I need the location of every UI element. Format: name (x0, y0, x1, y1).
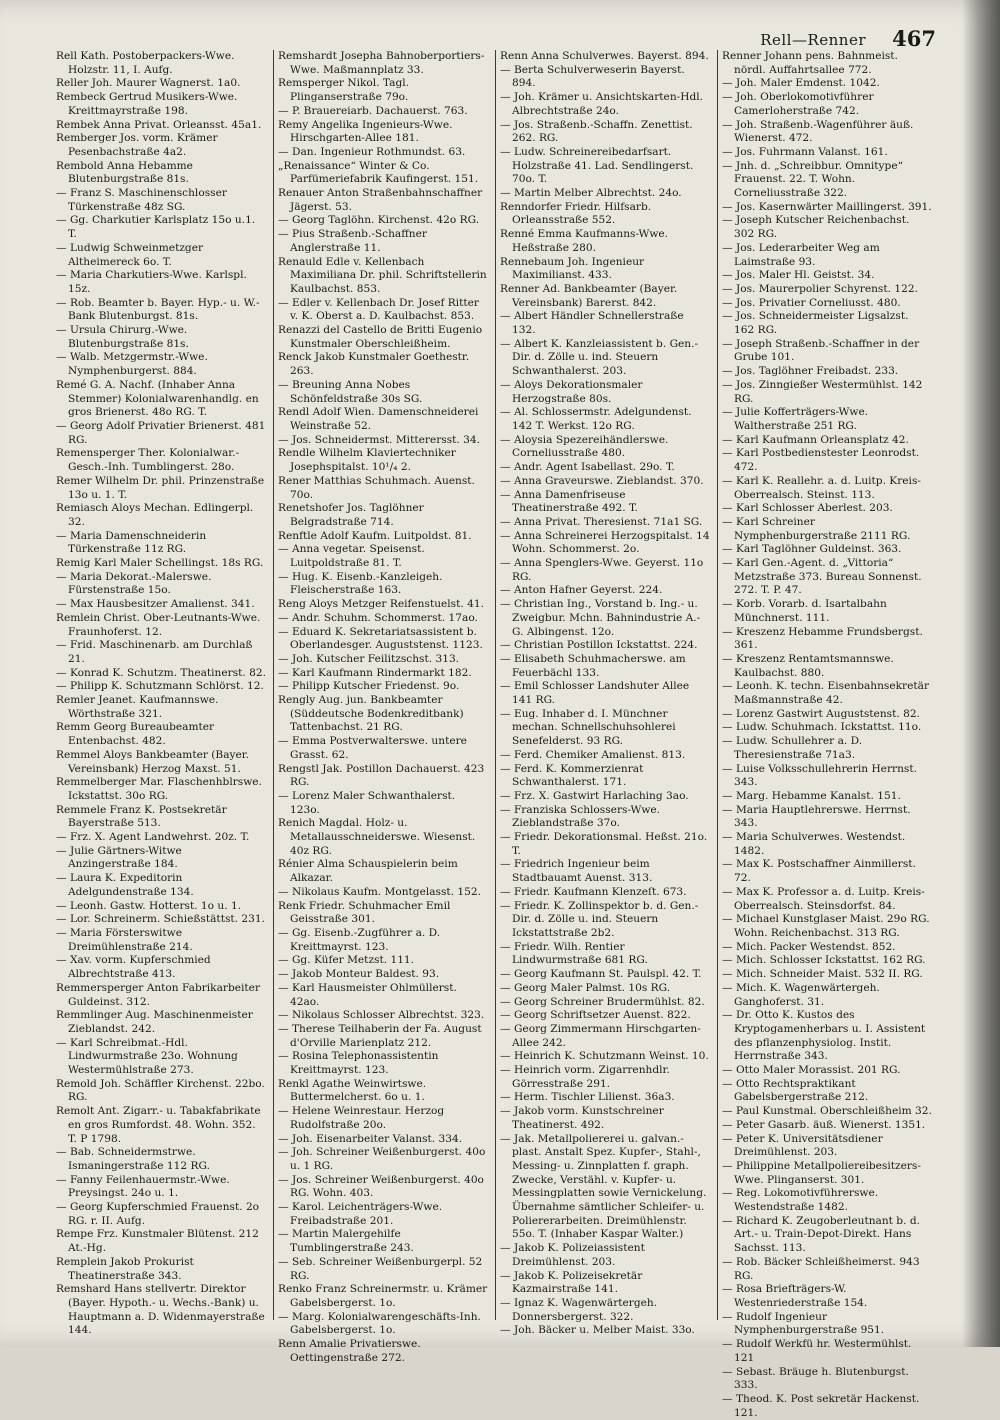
directory-entry: — Nikolaus Schlosser Albrechtst. 323. (278, 1009, 485, 1022)
directory-entry: — Joh. Oberlokomotivführer Camerloherstraße 742. (722, 91, 874, 117)
directory-entry: — Bab. Schneidermstrwe. Ismaningerstraße 112 RG. (56, 1146, 210, 1172)
directory-entry: — Frz. X. Agent Landwehrst. 20z. T. (56, 831, 250, 844)
directory-entry: — Laura K. Expeditorin Adelgundenstraße 134. (56, 872, 194, 898)
directory-entry: Rénier Alma Schauspielerin beim Alkazar. (278, 858, 458, 885)
directory-entry: — Franz S. Maschinenschlosser Türkenstraße 48z SG. (56, 187, 227, 213)
directory-entry: — Christian Ing., Vorstand b. Ing.- u. Zweigbur. Mchn. Bahnindustrie A.-G. Albingenst. 12o. (500, 598, 701, 638)
page-header (56, 28, 936, 50)
directory-entry: — Anna Privat. Theresienst. 71a1 SG. (500, 515, 703, 528)
directory-entry: Rengstl Jak. Postillon Dachauerst. 423 RG. (278, 762, 485, 789)
directory-entry: — Georg Kaufmann St. Paulspl. 42. T. (500, 968, 702, 981)
directory-entry: — Jnh. d. „Schreibbur. Omnitype“ Frauenst. 22. T. Wohn. Corneliusstraße 322. (722, 159, 903, 200)
directory-entry: — Jakob K. Polizeisekretär Kazmairstraße 141. (500, 1269, 643, 1296)
directory-entry: — Theod. K. Post sekretär Hackenst. 121. (722, 1392, 920, 1419)
directory-entry: Renich Magdal. Holz- u. Metallausschneiderswe. Wiesenst. 40z RG. (278, 817, 476, 857)
directory-entry: — Helene Weinrestaur. Herzog Rudolfstraße 20o. (278, 1105, 445, 1131)
directory-entry: Reng Aloys Metzger Reifenstuelst. 41. (278, 598, 484, 611)
directory-entry: — Christian Postillon Ickstattst. 224. (500, 639, 698, 652)
directory-columns (56, 50, 936, 1419)
directory-entry: — Ludw. Schreinereibedarfsart. Holzstraße 41. Lad. Sendlingerst. 70o. T. (500, 145, 694, 186)
directory-entry: Remsperger Nikol. Tagl. Plinganserstraße 79o. (278, 77, 409, 104)
directory-entry: Renftle Adolf Kaufm. Luitpoldst. 81. (278, 529, 472, 542)
directory-entry: — Jakob vorm. Kunstschreiner Theatinerst. 492. (500, 1105, 664, 1131)
directory-entry: — Jakob K. Polizeiassistent Dreimühlenst. 203. (500, 1242, 645, 1268)
directory-entry: — Max K. Postschaffner Ainmillerst. 72. (722, 858, 916, 885)
directory-entry: Rell Kath. Postoberpackers-Wwe. Holzstr. 11, I. Aufg. (56, 50, 235, 76)
directory-entry: Rempe Frz. Kunstmaler Blütenst. 212 At.-Hg. (56, 1228, 259, 1255)
directory-entry: Remer Wilhelm Dr. phil. Prinzenstraße 13o u. 1. T. (56, 474, 265, 501)
directory-entry: Rembold Anna Hebamme Blutenburgstraße 81s. (56, 159, 193, 186)
directory-entry: — Eug. Inhaber d. I. Münchner mechan. Schnellschuhsohlerei Senefelderst. 93 RG. (500, 707, 676, 748)
directory-entry: — Mich. Packer Westendst. 852. (722, 940, 896, 953)
directory-entry: — Albert K. Kanzleiassistent b. Gen.-Dir. d. Zölle u. ind. Steuern Schwanthalerst. 203. (500, 337, 699, 378)
directory-entry: — Franziska Schlossers-Wwe. Zieblandstraße 37o. (500, 803, 661, 830)
directory-entry: — Marg. Hebamme Kanalst. 151. (722, 789, 901, 802)
directory-entry: — Heinrich K. Schutzmann Weinst. 10. (500, 1050, 709, 1063)
directory-entry: — Julie Kofferträgers-Wwe. Waltherstraße 251 RG. (722, 406, 869, 432)
directory-entry: — Jos. Lederarbeiter Weg am Laimstraße 93. (722, 241, 880, 268)
directory-entry: — Maria Dekorat.-Malerswe. Fürstenstraße 15o. (56, 570, 212, 597)
page-number: 467 (892, 26, 936, 51)
directory-entry: — Otto Maler Morassist. 201 RG. (722, 1064, 901, 1077)
directory-entry: — Richard K. Zeugoberleutnant b. d. Art.- u. Train-Depot-Direkt. Hans Sachsst. 113. (722, 1214, 920, 1255)
directory-entry: — Gg. Charkutier Karlsplatz 15o u.1. T. (56, 214, 256, 241)
directory-entry: — Ferd. Chemiker Amalienst. 813. (500, 748, 686, 761)
directory-entry: Rener Matthias Schuhmach. Auenst. 70o. (278, 474, 475, 501)
directory-entry: — Jos. Kasernwärter Maillingerst. 391. (722, 200, 932, 213)
directory-entry: — Martin Malergehilfe Tumblingerstraße 243. (278, 1228, 414, 1255)
directory-entry: — Joh. Straßenb.-Wagenführer äuß. Wienerst. 472. (722, 118, 914, 145)
directory-entry: Remolt Ant. Zigarr.- u. Tabakfabrikate en gros Rumfordst. 48. Wohn. 352. T. P 1798. (56, 1105, 261, 1145)
directory-entry: Remmelberger Mar. Flaschenhblrswe. Ickstattst. 30o RG. (56, 776, 262, 802)
directory-entry: — Jak. Metallpoliererei u. galvan.-plast. Anstalt Spez. Kupfer-, Stahl-, Messing- u. Zinnplatten f. graph. Zwecke, Verstähl. v. Kupfer- u. Messingplatten sowie Vernickelung. Übernahme sämtlicher Schleifer- u. Poliererarbeiten. Dreimühlenstr. 55o. T. (Inhaber Kaspar Walter.) (500, 1132, 707, 1241)
directory-entry: Remiasch Aloys Mechan. Edlingerpl. 32. (56, 502, 254, 528)
column-divider (717, 50, 718, 1320)
directory-entry: — Anna vegetar. Speisenst. Luitpoldstraße 81. T. (278, 543, 425, 570)
directory-entry: — Herm. Tischler Lilienst. 36a3. (500, 1091, 675, 1104)
directory-entry: — Ursula Chirurg.-Wwe. Blutenburgstraße 81s. (56, 324, 189, 350)
directory-entry: — Georg Taglöhn. Kirchenst. 42o RG. (278, 214, 480, 227)
directory-entry: — Georg Schreiner Brudermühlst. 82. (500, 995, 705, 1008)
directory-entry: — Berta Schulverweserin Bayerst. 894. (500, 63, 685, 90)
directory-entry: — Joh. Maler Emdenst. 1042. (722, 77, 880, 90)
directory-entry: — Edler v. Kellenbach Dr. Josef Ritter v. K. Oberst a. D. Kaulbachst. 853. (278, 296, 479, 323)
column-3 (500, 50, 710, 1337)
directory-entry: — Jos. Schneidermst. Mitterersst. 34. (278, 433, 480, 446)
directory-entry: — Mich. Schneider Maist. 532 II. RG. (722, 968, 923, 981)
directory-entry: — Konrad K. Schutzm. Theatinerst. 82. (56, 666, 266, 679)
column-4 (722, 50, 932, 1419)
directory-entry: — Fanny Feilenhauermstr.-Wwe. Preysingst. 24o u. 1. (56, 1173, 230, 1200)
directory-entry: Remler Jeanet. Kaufmannswe. Wörthstraße 321. (56, 694, 219, 720)
directory-entry: — Max Hausbesitzer Amalienst. 341. (56, 598, 255, 611)
directory-entry: Renkl Agathe Weinwirtswe. Buttermelcherst. 6o u. 1. (278, 1077, 427, 1104)
directory-entry: — Rob. Beamter b. Bayer. Hyp.- u. W.-Bank Blutenburgst. 81s. (56, 296, 260, 323)
directory-entry: Rendle Wilhelm Klaviertechniker Josephspitalst. 10¹/₄ 2. (278, 447, 456, 474)
directory-entry: — Martin Melber Albrechtst. 24o. (500, 187, 682, 200)
directory-entry: — Georg Zimmermann Hirschgarten-Allee 242. (500, 1022, 701, 1049)
directory-entry: Remplein Jakob Prokurist Theatinerstraße 343. (56, 1255, 194, 1282)
directory-entry: — Reg. Lokomotivführerswe. Westendstraße 1482. (722, 1187, 879, 1214)
directory-entry: Renn Amalie Privatierswe. Oettingenstraße 272. (278, 1338, 421, 1364)
directory-entry: — P. Brauereiarb. Dachauerst. 763. (278, 104, 468, 117)
directory-entry: — Rudolf Ingenieur Nymphenburgerstraße 951. (722, 1310, 885, 1337)
directory-entry: — Marg. Kolonialwarengeschäfts-Inh. Gabelsbergerst. 1o. (278, 1310, 481, 1337)
directory-entry: — Lorenz Gastwirt Auguststenst. 82. (722, 707, 920, 720)
directory-entry: — Anna Damenfriseuse Theatinerstraße 492. T. (500, 488, 638, 515)
directory-entry: — Anna Spenglers-Wwe. Geyerst. 11o RG. (500, 557, 704, 583)
directory-entry: — Rosina Telephonassistentin Kreittmayrst. 123. (278, 1050, 439, 1077)
directory-entry: — Jos. Fuhrmann Valanst. 161. (722, 145, 888, 158)
directory-entry: — Anton Hafner Geyerst. 224. (500, 584, 663, 597)
directory-entry: Renn Anna Schulverwes. Bayerst. 894. (500, 50, 709, 62)
directory-entry: — Elisabeth Schuhmacherswe. am Feuerbächl 133. (500, 652, 686, 679)
directory-entry: — Rudolf Werkfü hr. Westermühlst. 121 (722, 1338, 912, 1364)
directory-entry: — Eduard K. Sekretariatsassistent b. Oberlandesger. Auguststenst. 1123. (278, 625, 483, 652)
directory-entry: — Georg Maler Palmst. 10s RG. (500, 981, 671, 994)
directory-entry: — Leonh. K. techn. Eisenbahnsekretär Maßmannstraße 42. (722, 680, 930, 707)
directory-entry: — Emma Postverwalterswe. untere Grasst. 62. (278, 735, 467, 761)
directory-entry: — Emil Schlosser Landshuter Allee 141 RG. (500, 680, 690, 707)
column-2 (278, 50, 488, 1364)
directory-entry: — Mich. K. Wagenwärtergeh. Ganghoferst. 31. (722, 981, 880, 1008)
directory-entry: — Karl Hausmeister Ohlmüllerst. 42ao. (278, 981, 457, 1008)
directory-entry: Remmele Franz K. Postsekretär Bayerstraße 513. (56, 803, 227, 830)
directory-entry: — Jos. Schreiner Weißenburgerst. 40o RG. Wohn. 403. (278, 1173, 484, 1200)
directory-entry: — Leonh. Gastw. Hotterst. 1o u. 1. (56, 899, 242, 912)
directory-entry: Renck Jakob Kunstmaler Goethestr. 263. (278, 351, 470, 378)
directory-entry: — Karl Gen.-Agent. d. „Vittoria“ Metzstraße 373. Bureau Sonnenst. 272. T. P. 47. (722, 557, 922, 597)
directory-entry: — Therese Teilhaberin der Fa. August d'Orville Marienplatz 212. (278, 1022, 482, 1049)
directory-entry: — Andr. Schuhm. Schommerst. 17ao. (278, 611, 478, 624)
directory-entry: — Anna Schreinerei Herzogspitalst. 14 Wohn. Schommerst. 2o. (500, 529, 710, 556)
column-1 (56, 50, 266, 1337)
directory-entry: Remy Angelika Ingenieurs-Wwe. Hirschgarten-Allee 181. (278, 118, 453, 145)
directory-entry: — Maria Hauptlehrerswe. Herrnst. 343. (722, 803, 911, 830)
directory-entry: Remlein Christ. Ober-Leutnants-Wwe. Fraunhoferst. 12. (56, 611, 261, 638)
directory-entry: — Maria Försterswitwe Dreimühlenstraße 214. (56, 927, 193, 953)
directory-entry: Remmersperger Anton Fabrikarbeiter Guldeinst. 312. (56, 981, 261, 1008)
directory-entry: — Joh. Kutscher Feilitzschst. 313. (278, 652, 460, 665)
directory-entry: — Xav. vorm. Kupferschmied Albrechtstraße 413. (56, 954, 211, 981)
directory-entry: Renko Franz Schreinermstr. u. Krämer Gabelsbergerst. 1o. (278, 1283, 488, 1309)
directory-entry: — Georg Kupferschmied Frauenst. 2o RG. r. II. Aufg. (56, 1201, 260, 1227)
directory-entry: — Philipp K. Schutzmann Schlörst. 12. (56, 680, 264, 693)
directory-entry: — Frz. X. Gastwirt Harlaching 3ao. (500, 789, 689, 802)
directory-entry: — Ludwig Schweinmetzger Altheimereck 6o. T. (56, 241, 204, 268)
directory-entry: — Hug. K. Eisenb.-Kanzleigeh. Fleischerstraße 163. (278, 570, 443, 597)
directory-entry: — Lorenz Maler Schwanthalerst. 123o. (278, 789, 456, 816)
directory-entry: — Friedr. Dekorationsmal. Heßst. 21o. T. (500, 831, 708, 857)
directory-entry: — Maria Schulverwes. Westendst. 1482. (722, 831, 906, 857)
directory-entry: — Andr. Agent Isabellast. 29o. T. (500, 461, 675, 474)
directory-entry: — Seb. Schreiner Weißenburgerpl. 52 RG. (278, 1255, 483, 1282)
directory-entry: — Mich. Schlosser Ickstattst. 162 RG. (722, 954, 926, 967)
directory-entry: — Sebast. Bräuge h. Blutenburgst. 333. (722, 1365, 909, 1392)
directory-entry: — Karl Kaufmann Rindermarkt 182. (278, 666, 472, 679)
column-divider (495, 50, 496, 1320)
directory-entry: — Joh. Bäcker u. Melber Maist. 33o. (500, 1324, 695, 1337)
column-divider (273, 50, 274, 1320)
directory-entry: — Jos. Privatier Corneliusst. 480. (722, 296, 901, 309)
directory-entry: — Aloysia Spezereihändlerswe. Corneliusstraße 480. (500, 433, 669, 460)
directory-entry: — Jos. Taglöhner Freibadst. 233. (722, 365, 899, 378)
book-spine-shadow (962, 0, 1000, 1347)
directory-entry: Renazzi del Castello de Britti Eugenio Kunstmaler Oberschleißheim. (278, 324, 483, 350)
directory-entry: — Peter Gasarb. äuß. Wienerst. 1351. (722, 1118, 926, 1131)
directory-entry: Renauld Edle v. Kellenbach Maximiliana Dr. phil. Schriftstellerin Kaulbachst. 853. (278, 255, 487, 295)
directory-entry: — Philipp Kutscher Friedenst. 9o. (278, 680, 460, 693)
directory-entry: — Pius Straßenb.-Schaffner Anglerstraße 11. (278, 228, 427, 254)
directory-entry: Remensperger Ther. Kolonialwar.-Gesch.-Inh. Tumblingerst. 28o. (56, 447, 240, 474)
directory-entry: — Kreszenz Rentamtsmannswe. Kaulbachst. 880. (722, 652, 894, 679)
directory-entry: — Karol. Leichenträgers-Wwe. Freibadstraße 201. (278, 1201, 443, 1227)
directory-entry: — Max K. Professor a. d. Luitp. Kreis-Oberrealsch. Steinsdorfst. 84. (722, 885, 925, 912)
directory-entry: Renné Emma Kaufmanns-Wwe. Heßstraße 280. (500, 228, 669, 254)
directory-entry: — Philippine Metallpoliereibesitzers-Wwe. Plinganserst. 301. (722, 1159, 921, 1186)
directory-entry: — Al. Schlossermstr. Adelgundenst. 142 T. Werkst. 12o RG. (500, 406, 692, 432)
directory-entry: — Frid. Maschinenarb. am Durchlaß 21. (56, 639, 253, 665)
directory-entry: — Korb. Vorarb. d. Isartalbahn Münchnerst. 111. (722, 598, 887, 624)
directory-entry: — Michael Kunstglaser Maist. 29o RG. Wohn. Reichenbachst. 313 RG. (722, 913, 930, 939)
directory-entry: — Heinrich vorm. Zigarrenhdlr. Görresstraße 291. (500, 1064, 670, 1090)
directory-entry: — Friedr. Kaufmann Klenzeſt. 673. (500, 885, 687, 898)
directory-entry: — Kreszenz Hebamme Frundsbergst. 361. (722, 625, 923, 652)
directory-entry: — Jos. Schneidermeister Ligsalzst. 162 RG. (722, 310, 909, 337)
directory-entry: Remm Georg Bureaubeamter Entenbachst. 482. (56, 721, 215, 748)
directory-entry: — Luise Volksschullehrerin Herrnst. 343. (722, 762, 917, 789)
directory-entry: — Karl Schlosser Aberlest. 203. (722, 502, 893, 515)
directory-entry: — Karl Postbedienstester Leonrodst. 472. (722, 447, 920, 474)
directory-entry: — Jakob Monteur Baldest. 93. (278, 968, 440, 981)
directory-entry: — Karl K. Reallehr. a. d. Luitp. Kreis-Oberrealsch. Steinst. 113. (722, 474, 921, 501)
directory-entry: — Paul Kunstmal. Oberschleißheim 32. (722, 1105, 932, 1118)
directory-entry: Reller Joh. Maurer Wagnerst. 1a0. (56, 77, 241, 90)
directory-entry: Rendl Adolf Wien. Damenschneiderei Weinstraße 52. (278, 406, 479, 432)
directory-entry: — Friedr. K. Zollinspektor b. d. Gen.-Dir. d. Zölle u. ind. Steuern Ickstattstraße 2b2. (500, 899, 699, 939)
directory-entry: — Jos. Maurerpolier Schyrenst. 122. (722, 282, 918, 295)
directory-entry: „Renaissance“ Winter & Co. Parfümeriefabrik Kaufingerst. 151. (278, 159, 479, 186)
directory-entry: Renetshofer Jos. Taglöhner Belgradstraße 714. (278, 502, 424, 528)
directory-entry: Renndorfer Friedr. Hilfsarb. Orleansstraße 552. (500, 200, 652, 227)
directory-entry: — Joseph Straßenb.-Schaffner in der Grube 101. (722, 337, 920, 364)
directory-entry: — Karl Taglöhner Guldeinst. 363. (722, 543, 902, 556)
directory-entry: — Lor. Schreinerm. Schießstättst. 231. (56, 913, 265, 926)
directory-entry: Remmel Aloys Bankbeamter (Bayer. Vereinsbank) Herzog Maxst. 51. (56, 748, 250, 775)
directory-entry: Remmlinger Aug. Maschinenmeister Zieblandst. 242. (56, 1009, 253, 1035)
directory-entry: Remshard Hans stellvertr. Direktor (Bayer. Hypoth.- u. Wechs.-Bank) u. Hauptmann a. D. Widenmayerstraße 144. (56, 1283, 265, 1337)
directory-entry: — Gg. Eisenb.-Zugführer a. D. Kreittmayrst. 123. (278, 927, 441, 953)
directory-entry: — Karl Schreibmat.-Hdl. Lindwurmstraße 23o. Wohnung Westermühlstraße 273. (56, 1036, 238, 1077)
directory-entry: — Ferd. K. Kommerzienrat Schwanthalerst. 171. (500, 762, 644, 789)
directory-entry: — Breuning Anna Nobes Schönfeldstraße 30s SG. (278, 378, 423, 405)
directory-entry: Rembeck Gertrud Musikers-Wwe. Kreittmayrstraße 198. (56, 91, 238, 117)
directory-entry: — Julie Gärtners-Witwe Anzingerstraße 184. (56, 844, 182, 871)
directory-entry: — Rob. Bäcker Schleißheimerst. 943 RG. (722, 1255, 920, 1282)
directory-entry: — Ludw. Schullehrer a. D. Theresienstraße 71a3. (722, 735, 863, 761)
directory-entry: — Aloys Dekorationsmaler Herzogstraße 80s. (500, 378, 643, 405)
directory-entry: Remberger Jos. vorm. Krämer Pesenbachstraße 4a2. (56, 132, 218, 158)
directory-entry: — Joh. Schreiner Weißenburgerst. 40o u. 1 RG. (278, 1146, 486, 1172)
directory-entry: — Ludw. Schuhmach. Ickstattst. 11o. (722, 721, 922, 734)
directory-entry: — Joh. Krämer u. Ansichtskarten-Hdl. Albrechtstraße 24o. (500, 91, 703, 117)
directory-entry: — Maria Damenschneiderin Türkenstraße 11z RG. (56, 529, 207, 556)
directory-entry: — Rosa Briefträgers-W. Westenriederstraße 154. (722, 1283, 868, 1309)
directory-entry: — Maria Charkutiers-Wwe. Karlspl. 15z. (56, 269, 247, 295)
directory-entry: — Nikolaus Kaufm. Montgelasst. 152. (278, 885, 482, 898)
directory-entry: — Ignaz K. Wagenwärtergeh. Donnersbergerst. 322. (500, 1296, 658, 1323)
directory-entry: — Jos. Zinngießer Westermühlst. 142 RG. (722, 378, 923, 405)
directory-entry: — Karl Schreiner Nymphenburgerstraße 2111 RG. (722, 515, 911, 542)
directory-entry: Remé G. A. Nachf. (Inhaber Anna Stemmer) Kolonialwarenhandlg. en gros Brienerst. 48o RG. T. (56, 378, 259, 419)
directory-entry: — Georg Schriftsetzer Auenst. 822. (500, 1009, 691, 1022)
directory-entry: — Gg. Küfer Metzst. 111. (278, 954, 415, 967)
directory-entry: — Joseph Kutscher Reichenbachst. 302 RG. (722, 214, 910, 241)
directory-entry: Remig Karl Maler Schellingst. 18s RG. (56, 557, 264, 570)
directory-entry: — Dr. Otto K. Kustos des Kryptogamenherbars u. I. Assistent des pflanzenphysiolog. Instit. Herrnstraße 343. (722, 1009, 926, 1063)
directory-entry: — Dan. Ingenieur Rothmundst. 63. (278, 145, 466, 158)
directory-entry: Rembek Anna Privat. Orleansst. 45a1. (56, 118, 262, 131)
directory-entry: Renk Friedr. Schuhmacher Emil Geisstraße 301. (278, 899, 451, 926)
directory-entry: Remold Joh. Schäffler Kirchenst. 22bo. RG. (56, 1077, 265, 1104)
directory-entry: Remshardt Josepha Bahnoberportiers-Wwe. Maßmannplatz 33. (278, 50, 485, 76)
directory-entry: — Jos. Straßenb.-Schaffn. Zenettist. 262. RG. (500, 118, 693, 145)
directory-entry: — Otto Rechtspraktikant Gabelsbergerstraße 212. (722, 1077, 869, 1104)
directory-entry: Renauer Anton Straßenbahnschaffner Jägerst. 53. (278, 187, 483, 213)
running-head: Rell—Renner (760, 31, 866, 49)
directory-entry: — Peter K. Universitätsdiener Dreimühlenst. 203. (722, 1132, 883, 1159)
directory-entry: — Jos. Maler Hl. Geistst. 34. (722, 269, 875, 282)
directory-entry: — Walb. Metzgermstr.-Wwe. Nymphenburgerst. 884. (56, 351, 208, 378)
directory-entry: Renner Johann pens. Bahnmeist. nördl. Auffahrtsallee 772. (722, 50, 898, 76)
directory-entry: Rennebaum Joh. Ingenieur Maximilianst. 433. (500, 255, 645, 282)
directory-entry: Rengly Aug. jun. Bankbeamter (Süddeutsche Bodenkreditbank) Tattenbachst. 21 RG. (278, 694, 464, 734)
directory-entry: — Albert Händler Schnellerstraße 132. (500, 310, 684, 337)
directory-entry: — Anna Graveurswe. Zieblandst. 370. (500, 474, 704, 487)
directory-entry: — Georg Adolf Privatier Brienerst. 481 RG. (56, 419, 266, 446)
directory-entry: — Karl Kaufmann Orleansplatz 42. (722, 433, 909, 446)
directory-entry: Renner Ad. Bankbeamter (Bayer. Vereinsbank) Barerst. 842. (500, 282, 678, 309)
directory-entry: — Friedr. Wilh. Rentier Lindwurmstraße 681 RG. (500, 940, 648, 967)
directory-entry: — Friedrich Ingenieur beim Stadtbauamt Auenst. 313. (500, 858, 653, 885)
directory-entry: — Joh. Eisenarbeiter Valanst. 334. (278, 1132, 463, 1145)
